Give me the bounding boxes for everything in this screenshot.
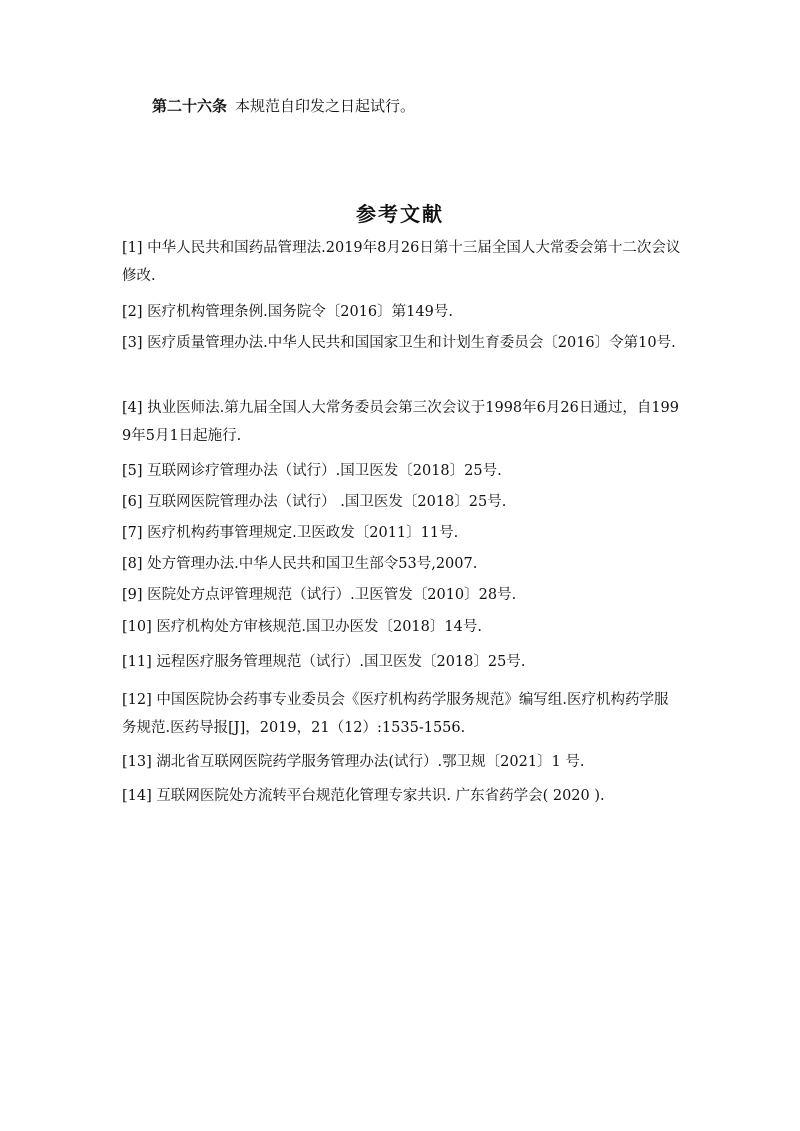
- article-text: 本规范自印发之日起试行。: [235, 97, 416, 115]
- reference-item: [10] 医疗机构处方审核规范.国卫办医发〔2018〕14号.: [122, 619, 482, 635]
- reference-item: [13] 湖北省互联网医院药学服务管理办法(试行）.鄂卫规〔2021〕1 号.: [122, 754, 585, 770]
- reference-item: [14] 互联网医院处方流转平台规范化管理专家共识. 广东省药学会( 2020 ).: [122, 788, 605, 804]
- reference-item: [1] 中华人民共和国药品管理法.2019年8月26日第十三届全国人大常委会第十二次会议修改.: [122, 240, 681, 284]
- article-26: [152, 94, 712, 118]
- reference-item: [3] 医疗质量管理办法.中华人民共和国国家卫生和计划生育委员会〔2016〕令第10号.: [122, 335, 676, 351]
- reference-item: [9] 医院处方点评管理规范（试行）.卫医管发〔2010〕28号.: [122, 587, 517, 603]
- article-label: 第二十六条: [152, 97, 228, 115]
- reference-item: [4] 执业医师法.第九届全国人大常务委员会第三次会议于1998年6月26日通过，自1999年5月1日起施行.: [122, 400, 680, 444]
- reference-item: [12] 中国医院协会药事专业委员会《医疗机构药学服务规范》编写组.医疗机构药学服务规范.医药导报[J]，2019，21（12）:1535-1556.: [122, 692, 669, 736]
- reference-item: [11] 远程医疗服务管理规范（试行）.国卫医发〔2018〕25号.: [122, 654, 526, 670]
- reference-item: [7] 医疗机构药事管理规定.卫医政发〔2011〕11号.: [122, 525, 459, 541]
- references-title: 参考文献: [356, 202, 444, 226]
- reference-item: [6] 互联网医院管理办法（试行） .国卫医发〔2018〕25号.: [122, 494, 507, 510]
- reference-item: [2] 医疗机构管理条例.国务院令〔2016〕第149号.: [122, 304, 453, 320]
- reference-item: [5] 互联网诊疗管理办法（试行）.国卫医发〔2018〕25号.: [122, 463, 502, 479]
- reference-item: [8] 处方管理办法.中华人民共和国卫生部令53号,2007.: [122, 556, 478, 572]
